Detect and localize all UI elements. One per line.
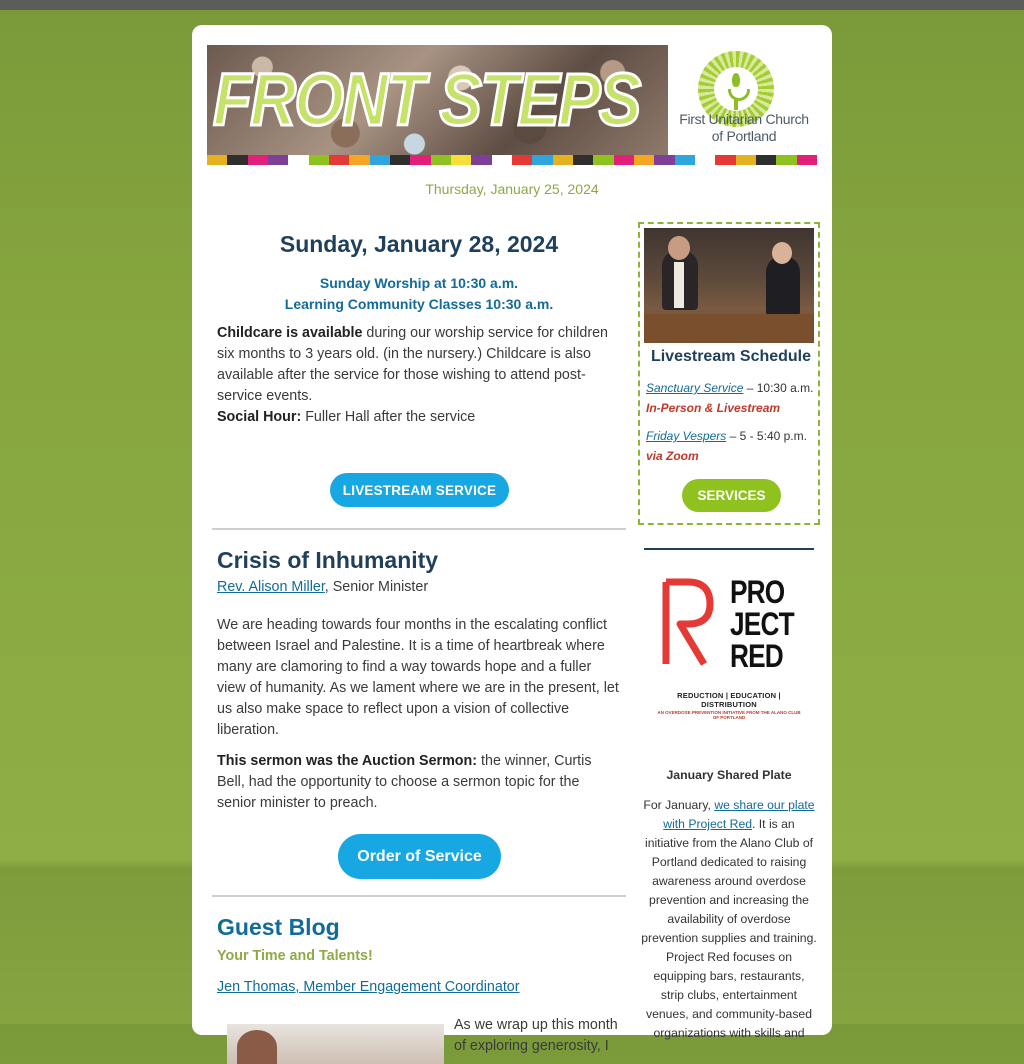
color-strip-segment: [797, 155, 817, 165]
sunday-title: Sunday, January 28, 2024: [279, 231, 559, 257]
color-strip-segment: [309, 155, 329, 165]
vespers-note: via Zoom: [646, 449, 699, 463]
color-strip-segment: [512, 155, 532, 165]
sermon-author: [217, 579, 428, 595]
livestream-schedule-title: Livestream Schedule: [650, 348, 812, 365]
project-red-subline: AN OVERDOSE PREVENTION INITIATIVE FROM THE ALANO CLUB OF PORTLAND: [657, 710, 801, 720]
color-strip-segment: [654, 155, 674, 165]
color-strip-segment: [776, 155, 796, 165]
color-strip: [207, 155, 817, 165]
color-strip-segment: [451, 155, 471, 165]
color-strip-segment: [634, 155, 654, 165]
section-divider: [212, 528, 626, 530]
guest-blog-title: Guest Blog: [217, 914, 340, 940]
guest-blog-text: As we wrap up this month of exploring generosity, I: [454, 1017, 618, 1054]
project-red-r-icon: [658, 578, 714, 668]
color-strip-segment: [431, 155, 451, 165]
childcare-text: during our worship service for children six months to 3 years old. (in the nursery.) Childcare is also available after the service for those wishing to attend post-service events.: [217, 325, 608, 404]
sidebar-divider: [644, 548, 814, 550]
shared-plate-body: [641, 796, 817, 1043]
vespers-row: [646, 427, 807, 446]
church-logo: [668, 45, 817, 155]
author-link[interactable]: Rev. Alison Miller: [217, 579, 325, 595]
services-button[interactable]: SERVICES: [682, 479, 781, 512]
color-strip-segment: [410, 155, 430, 165]
project-red-logo[interactable]: [654, 574, 804, 724]
project-red-wordmark: PRO JECT RED: [730, 574, 794, 674]
livestream-box: [638, 222, 820, 525]
social-hour-label: Social Hour:: [217, 409, 302, 425]
sanctuary-note: In-Person & Livestream: [646, 401, 781, 415]
banner-title: FRONT STEPS: [213, 58, 640, 141]
header-banner[interactable]: [207, 45, 817, 165]
shared-plate-text: . It is an initiative from the Alano Club of Portland dedicated to raising awareness around overdose prevention and increasing the availability of overdose prevention supplies and training. Project Red focuses on equipping bars, restaurants, strip clubs, entertainment venues, and community-based organizations with skills and: [641, 817, 817, 1040]
sermon-paragraph: We are heading towards four months in the escalating conflict between Israel and Palestine. It is a time of heartbreak where many are clamoring to find a way towards hope and a fuller view of humanity. As we lament where we are in the present, let us also make space to reflect upon a vision of collective liberation.: [217, 617, 619, 738]
social-hour-text: Fuller Hall after the service: [301, 409, 476, 425]
auction-label: This sermon was the Auction Sermon:: [217, 753, 478, 769]
childcare-info: [217, 323, 617, 428]
color-strip-segment: [756, 155, 776, 165]
color-strip-segment: [532, 155, 552, 165]
newsletter-date: Thursday, January 25, 2024: [425, 181, 599, 197]
color-strip-segment: [471, 155, 491, 165]
auction-paragraph: [217, 751, 607, 814]
worship-line: Sunday Worship at 10:30 a.m.: [319, 275, 519, 291]
color-strip-segment: [268, 155, 288, 165]
color-strip-segment: [492, 155, 512, 165]
color-strip-segment: [207, 155, 227, 165]
childcare-label: Childcare is available: [217, 325, 363, 341]
color-strip-segment: [553, 155, 573, 165]
order-of-service-button[interactable]: Order of Service: [338, 834, 501, 879]
guest-blog-subtitle: Your Time and Talents!: [217, 948, 373, 964]
org-name: First Unitarian Church of Portland: [679, 111, 809, 144]
sermon-title: Crisis of Inhumanity: [217, 547, 439, 573]
color-strip-segment: [593, 155, 613, 165]
section-divider: [212, 895, 626, 897]
shared-plate-title: January Shared Plate: [666, 768, 792, 782]
auction-text: the winner, Curtis Bell, had the opportunity to choose a sermon topic for the senior minister to preach.: [217, 753, 592, 811]
worship-times: [212, 273, 626, 315]
author-role: , Senior Minister: [324, 579, 429, 595]
classes-line: Learning Community Classes 10:30 a.m.: [284, 296, 554, 312]
color-strip-segment: [675, 155, 695, 165]
sanctuary-time: – 10:30 a.m.: [743, 381, 814, 395]
livestream-service-button[interactable]: LIVESTREAM SERVICE: [330, 473, 509, 507]
color-strip-segment: [329, 155, 349, 165]
color-strip-segment: [248, 155, 268, 165]
color-strip-segment: [695, 155, 715, 165]
color-strip-segment: [614, 155, 634, 165]
newsletter-card: [192, 25, 832, 1054]
project-red-tagline: REDUCTION | EDUCATION | DISTRIBUTION: [677, 691, 781, 709]
sanctuary-row: [646, 379, 813, 398]
shared-plate-link[interactable]: we share our plate with Project Red: [663, 798, 815, 831]
color-strip-segment: [370, 155, 390, 165]
guest-blog-author-link[interactable]: Jen Thomas, Member Engagement Coordinator: [217, 979, 520, 995]
friday-vespers-link[interactable]: Friday Vespers: [646, 429, 727, 443]
sanctuary-service-link[interactable]: Sanctuary Service: [646, 381, 744, 395]
color-strip-segment: [288, 155, 308, 165]
vespers-time: – 5 - 5:40 p.m.: [726, 429, 807, 443]
color-strip-segment: [573, 155, 593, 165]
top-bar: [0, 0, 1024, 10]
color-strip-segment: [736, 155, 756, 165]
livestream-photo[interactable]: [644, 228, 814, 343]
banner-photo: [207, 45, 668, 155]
shared-plate-intro: For January,: [643, 798, 715, 812]
guest-blog-photo: [227, 1024, 444, 1064]
color-strip-segment: [390, 155, 410, 165]
color-strip-segment: [349, 155, 369, 165]
color-strip-segment: [715, 155, 735, 165]
color-strip-segment: [227, 155, 247, 165]
